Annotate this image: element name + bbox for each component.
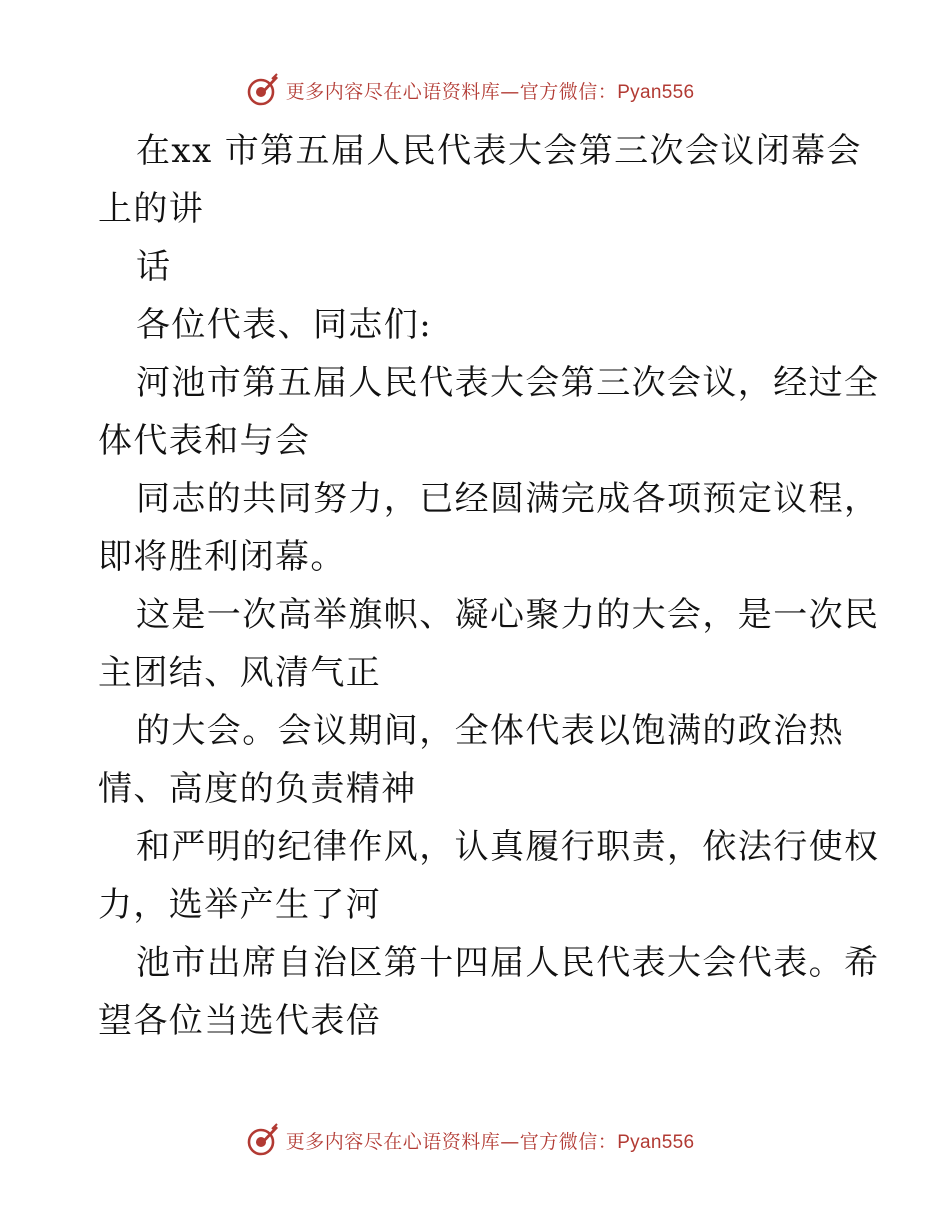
- title-line-3: 话: [136, 247, 172, 287]
- title-line-2: 上的讲: [98, 189, 205, 229]
- paragraph-line: 望各位当选代表倍: [98, 1001, 382, 1041]
- paragraph-line: 河池市第五届人民代表大会第三次会议，经过全: [136, 363, 880, 403]
- quill-logo-icon: [246, 1123, 280, 1157]
- banner-label: 更多内容尽在心语资料库—官方微信：: [285, 80, 618, 103]
- footer-banner: [0, 1120, 950, 1160]
- paragraph-line: 池市出席自治区第十四届人民代表大会代表。希: [136, 943, 880, 983]
- banner-content: [246, 1123, 695, 1157]
- header-banner: [0, 70, 950, 110]
- title-line-1: 在xx 市第五届人民代表大会第三次会议闭幕会: [136, 131, 862, 171]
- paragraph-line: 体代表和与会: [98, 421, 311, 461]
- banner-text: [286, 77, 695, 104]
- paragraph-line: 即将胜利闭幕。: [98, 537, 346, 577]
- banner-wechat-handle: Pyan556: [617, 81, 695, 103]
- document-body: [98, 122, 880, 1050]
- paragraph-line: 同志的共同努力，已经圆满完成各项预定议程，: [136, 479, 880, 519]
- salutation: 各位代表、同志们:: [136, 305, 433, 345]
- paragraph-line: 主团结、风清气正: [98, 653, 382, 693]
- banner-content: [246, 73, 695, 107]
- paragraph-line: 和严明的纪律作风，认真履行职责，依法行使权: [136, 827, 880, 867]
- paragraph-line: 的大会。会议期间，全体代表以饱满的政治热: [136, 711, 844, 751]
- banner-text: [286, 1127, 695, 1154]
- quill-logo-icon: [246, 73, 280, 107]
- paragraph-line: 力，选举产生了河: [98, 885, 382, 925]
- banner-label: 更多内容尽在心语资料库—官方微信：: [285, 1130, 618, 1153]
- paragraph-line: 这是一次高举旗帜、凝心聚力的大会，是一次民: [136, 595, 880, 635]
- banner-wechat-handle: Pyan556: [617, 1131, 695, 1153]
- paragraph-line: 情、高度的负责精神: [98, 769, 417, 809]
